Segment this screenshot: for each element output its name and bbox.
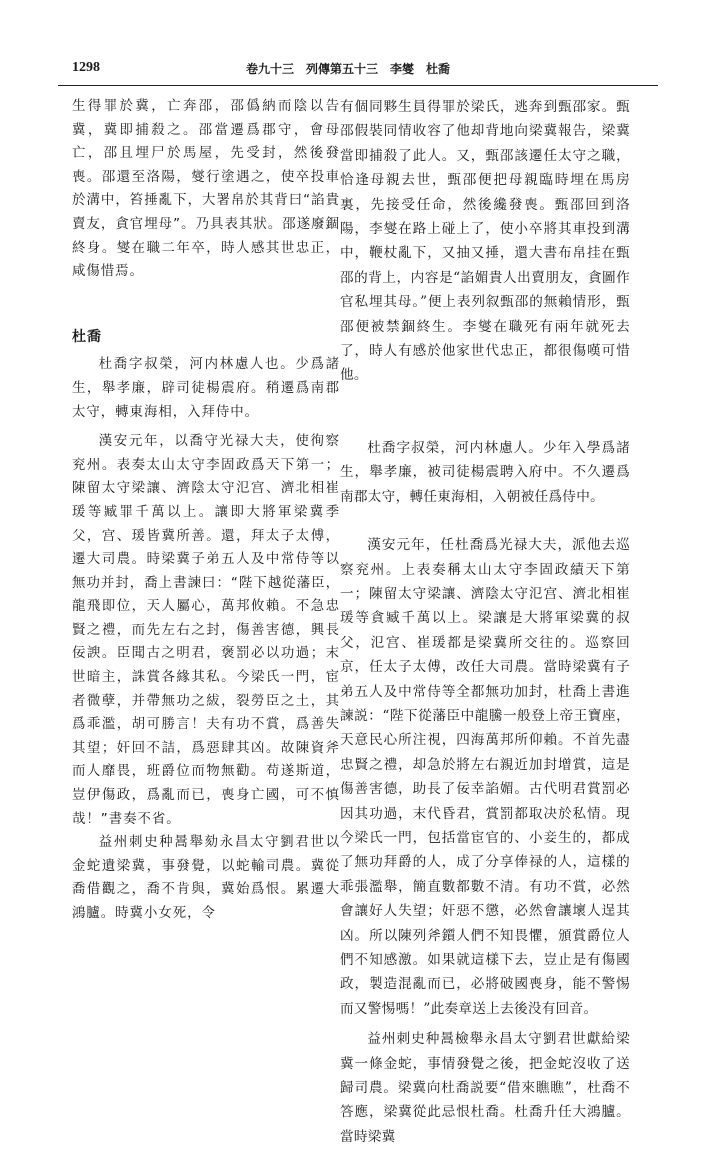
right-paragraph-4: 益州刺史种暠檢舉永昌太守劉君世獻給梁冀一條金蛇，事情發覺之後，把金蛇沒收了送歸司農。梁冀向杜喬説要“借來瞧瞧”，杜喬不答應，梁冀從此忌恨杜喬。杜喬升任大鴻臚。當時梁冀 [340, 1031, 630, 1145]
header-rule [58, 85, 658, 86]
page-number: 1298 [72, 60, 100, 75]
left-paragraph-2: 杜喬字叔榮，河内林慮人也。少爲諸生，舉孝廉，辟司徒楊震府。稍遷爲南郡太守，轉東海相，入拜侍中。 [72, 357, 340, 420]
spacer [340, 388, 630, 436]
right-paragraph-2: 杜喬字叔榮，河内林慮人。少年入學爲諸生，舉孝廉，被司徒楊震聘入府中。不久遷爲南郡太守，轉任東海相，入朝被任爲侍中。 [340, 439, 630, 505]
left-paragraph-3: 漢安元年，以喬守光禄大夫，使徇察兖州。表奏太山太守李固政爲天下第一；陳留太守梁讓、濟陰太守氾宫、濟北相崔瑗等臧罪千萬以上。讓即大將軍梁冀季父，宫、瑗皆冀所善。還，拜太子太傅，遷大司農。時梁冀子弟五人及中常侍等以無功并封，喬上書諫曰：“陛下越從藩臣，龍飛即位，天人屬心，萬邦攸賴。不急忠賢之禮，而先左右之封，傷善害德，興長佞諛。臣聞古之明君，褒罰必以功過；末世暗主，誅賞各緣其私。今梁氏一門，宦者微孽，并帶無功之紱，裂勞臣之土，其爲乖濫，胡可勝言！夫有功不賞，爲善失其望；奸回不詰，爲惡肆其凶。故陳資斧而人靡畏，班爵位而物無勸。苟遂斯道，豈伊傷政，爲亂而已，喪身亡國，可不慎哉！”書奏不省。 [72, 434, 340, 827]
left-column-original-text [72, 95, 340, 926]
section-title: 杜喬 [72, 328, 102, 345]
spacer [340, 509, 630, 533]
spacer [72, 284, 340, 326]
left-paragraph-4: 益州刺史种暠舉劾永昌太守劉君世以金蛇遺梁冀，事發覺，以蛇輸司農。冀從喬借觀之，喬不肯與，冀始爲恨。累遷大鴻臚。時冀小女死，令 [72, 835, 340, 921]
page-header [58, 60, 658, 84]
running-title: 卷九十三 列傳第五十三 李燮 杜喬 [246, 62, 451, 76]
right-column-translation [340, 95, 630, 1149]
left-paragraph-1: 生得罪於冀，亡奔邵，邵僞納而陰以告冀，冀即捕殺之。邵當遷爲郡守，會母亡，邵且埋尸於馬屋，先受封，然後發喪。邵還至洛陽，燮行塗遇之，使卒投車於溝中，笞捶亂下，大署帛於其背曰“諂貴賣友，貪官埋母”。乃具表其狀。邵遂廢錮終身。燮在職二年卒，時人感其世忠正，咸傷惜焉。 [72, 99, 340, 280]
right-paragraph-1: 有個同夥生員得罪於梁氏，逃奔到甄邵家。甄邵假裝同情收容了他却背地向梁冀報告，梁冀當即捕殺了此人。又，甄邵該遷任太守之職，恰逢母親去世，甄邵便把母親臨時埋在馬房裏，先接受任命，然後纔發喪。甄邵回到洛陽，李燮在路上碰上了，使小卒將其車投到溝中，鞭杖亂下，又抽又捶，還大書布帛挂在甄邵的背上，内容是“諂媚貴人出賣朋友，貪圖作官私埋其母。”便上表列叙甄邵的無賴情形，甄邵便被禁錮終生。李燮在職死有兩年就死去了，時人有感於他家世代忠正，都很傷嘆可惜他。 [340, 99, 630, 384]
right-paragraph-3: 漢安元年，任杜喬爲光禄大夫，派他去巡察兖州。上表奏稱太山太守李固政績天下第一；陳留太守梁讓、濟陰太守氾宫、濟北相崔瑗等貪臧千萬以上。梁讓是大將軍梁冀的叔父，氾宫、崔瑗都是梁冀所交往的。巡察回京，任太子太傅，改任大司農。當時梁冀有子弟五人及中常侍等全都無功加封，杜喬上書進諫説：“陛下從藩臣中龍騰一般登上帝王寶座，天意民心所注視，四海萬邦所仰賴。不首先盡忠賢之禮，却急於將左右親近加封增賞，這是傷善害德，助長了佞幸諂媚。古代明君賞罰必因其功過，末代昏君，賞罰都取决於私情。現今梁氏一門，包括當宦官的、小妾生的，都成了無功拜爵的人，成了分享俸禄的人，這樣的乖張濫舉，簡直數都數不清。有功不賞，必然會讓好人失望；奸惡不懲，必然會讓壞人逞其凶。所以陳列斧鑕人們不知畏懼，頒賞爵位人們不知感激。如果就這樣下去，豈止是有傷國政，製造混亂而已，必將破國喪身，能不警惕而又警惕嗎！”此奏章送上去後没有回音。 [340, 537, 630, 1017]
